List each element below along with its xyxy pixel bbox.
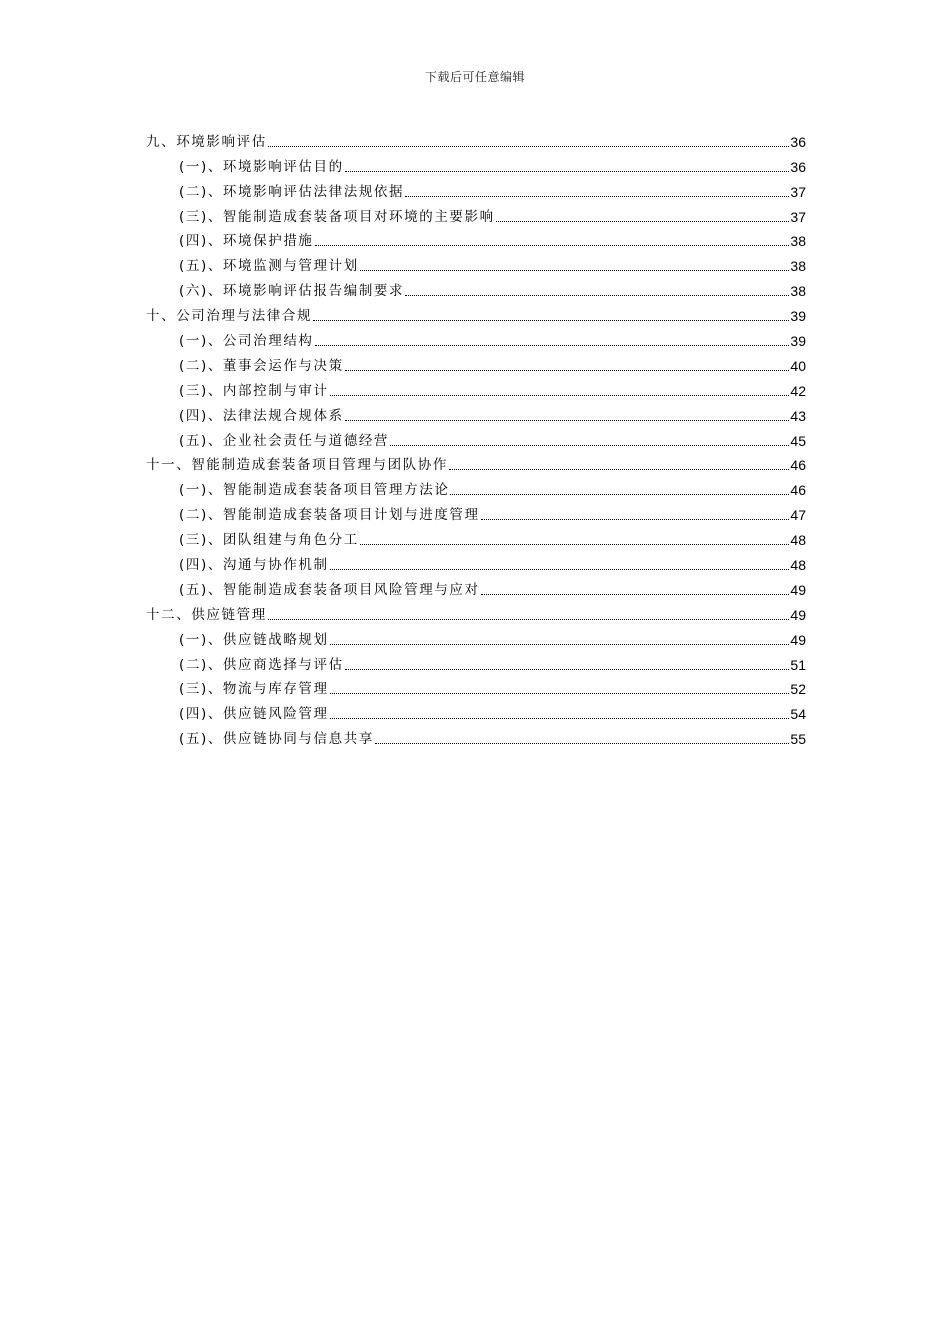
toc-dot-leader	[345, 669, 790, 670]
toc-page-number: 38	[790, 283, 806, 300]
toc-page-number: 49	[790, 631, 806, 648]
toc-dot-leader	[449, 469, 789, 470]
toc-entry-label: 十、公司治理与法律合规	[146, 308, 313, 325]
toc-dot-leader	[481, 519, 790, 520]
toc-chapter-entry[interactable]	[146, 300, 806, 325]
toc-entry-label: (二)、环境影响评估法律法规依据	[179, 183, 405, 200]
toc-entry-label: (五)、智能制造成套装备项目风险管理与应对	[179, 581, 480, 598]
toc-section-entry[interactable]	[146, 151, 806, 176]
toc-entry-label: (一)、环境影响评估目的	[179, 158, 344, 175]
toc-entry-label: (五)、供应链协同与信息共享	[179, 731, 374, 748]
toc-section-entry[interactable]	[146, 698, 806, 723]
toc-section-entry[interactable]	[146, 375, 806, 400]
toc-entry-label: (一)、公司治理结构	[179, 333, 314, 350]
toc-section-entry[interactable]	[146, 674, 806, 699]
toc-entry-label: (四)、环境保护措施	[179, 233, 314, 250]
toc-section-entry[interactable]	[146, 499, 806, 524]
toc-dot-leader	[496, 221, 790, 222]
toc-page-number: 38	[790, 233, 806, 250]
toc-dot-leader	[330, 569, 790, 570]
toc-entry-label: (二)、供应商选择与评估	[179, 656, 344, 673]
toc-page-number: 45	[790, 432, 806, 449]
toc-section-entry[interactable]	[146, 549, 806, 574]
toc-chapter-entry[interactable]	[146, 599, 806, 624]
toc-dot-leader	[405, 196, 789, 197]
toc-page-number: 36	[790, 158, 806, 175]
toc-entry-label: (一)、供应链战略规划	[179, 631, 329, 648]
toc-page-number: 38	[790, 258, 806, 275]
toc-page-number: 42	[790, 382, 806, 399]
toc-entry-label: (四)、供应链风险管理	[179, 706, 329, 723]
toc-dot-leader	[268, 146, 790, 147]
toc-page-number: 39	[790, 333, 806, 350]
toc-page-number: 37	[790, 183, 806, 200]
toc-entry-label: (三)、智能制造成套装备项目对环境的主要影响	[179, 208, 495, 225]
table-of-contents	[146, 126, 806, 748]
toc-entry-label: (三)、团队组建与角色分工	[179, 532, 359, 549]
toc-section-entry[interactable]	[146, 723, 806, 748]
toc-chapter-entry[interactable]	[146, 450, 806, 475]
toc-entry-label: (六)、环境影响评估报告编制要求	[179, 283, 405, 300]
toc-dot-leader	[375, 743, 789, 744]
toc-page-number: 37	[790, 208, 806, 225]
toc-page-number: 40	[790, 357, 806, 374]
toc-dot-leader	[345, 370, 790, 371]
toc-section-entry[interactable]	[146, 649, 806, 674]
toc-dot-leader	[345, 420, 790, 421]
toc-entry-label: (二)、董事会运作与决策	[179, 357, 344, 374]
toc-entry-label: (四)、沟通与协作机制	[179, 557, 329, 574]
toc-dot-leader	[360, 544, 790, 545]
toc-entry-label: 九、环境影响评估	[146, 133, 267, 150]
toc-page-number: 47	[790, 507, 806, 524]
header-note: 下载后可任意编辑	[424, 70, 525, 84]
toc-page-number: 43	[790, 407, 806, 424]
toc-dot-leader	[345, 171, 790, 172]
toc-page-number: 46	[790, 457, 806, 474]
toc-dot-leader	[360, 270, 790, 271]
toc-entry-label: (五)、环境监测与管理计划	[179, 258, 359, 275]
toc-section-entry[interactable]	[146, 350, 806, 375]
toc-page-number: 36	[790, 133, 806, 150]
toc-dot-leader	[330, 644, 790, 645]
toc-entry-label: (二)、智能制造成套装备项目计划与进度管理	[179, 507, 480, 524]
toc-section-entry[interactable]	[146, 250, 806, 275]
toc-entry-label: 十二、供应链管理	[146, 606, 267, 623]
toc-page-number: 55	[790, 731, 806, 748]
toc-section-entry[interactable]	[146, 524, 806, 549]
toc-chapter-entry[interactable]	[146, 126, 806, 151]
toc-entry-label: (四)、法律法规合规体系	[179, 407, 344, 424]
toc-dot-leader	[315, 345, 790, 346]
toc-dot-leader	[330, 693, 790, 694]
toc-dot-leader	[390, 445, 789, 446]
toc-page-number: 39	[790, 308, 806, 325]
toc-entry-label: 十一、智能制造成套装备项目管理与团队协作	[146, 457, 448, 474]
toc-page-number: 48	[790, 557, 806, 574]
toc-dot-leader	[330, 718, 790, 719]
toc-page-number: 48	[790, 532, 806, 549]
toc-page-number: 49	[790, 581, 806, 598]
toc-section-entry[interactable]	[146, 176, 806, 201]
toc-page-number: 51	[790, 656, 806, 673]
toc-section-entry[interactable]	[146, 325, 806, 350]
toc-page-number: 46	[790, 482, 806, 499]
toc-section-entry[interactable]	[146, 275, 806, 300]
toc-section-entry[interactable]	[146, 226, 806, 251]
toc-page-number: 54	[790, 706, 806, 723]
toc-dot-leader	[330, 395, 790, 396]
toc-section-entry[interactable]	[146, 474, 806, 499]
toc-entry-label: (三)、内部控制与审计	[179, 382, 329, 399]
toc-dot-leader	[313, 320, 789, 321]
toc-page-number: 52	[790, 681, 806, 698]
toc-dot-leader	[450, 494, 789, 495]
toc-entry-label: (一)、智能制造成套装备项目管理方法论	[179, 482, 450, 499]
toc-section-entry[interactable]	[146, 400, 806, 425]
toc-dot-leader	[405, 295, 789, 296]
toc-dot-leader	[481, 594, 790, 595]
toc-page-number: 49	[790, 606, 806, 623]
toc-entry-label: (三)、物流与库存管理	[179, 681, 329, 698]
toc-entry-label: (五)、企业社会责任与道德经营	[179, 432, 390, 449]
toc-dot-leader	[315, 245, 790, 246]
toc-section-entry[interactable]	[146, 425, 806, 450]
toc-dot-leader	[268, 619, 790, 620]
toc-section-entry[interactable]	[146, 201, 806, 226]
toc-section-entry[interactable]	[146, 574, 806, 599]
toc-section-entry[interactable]	[146, 624, 806, 649]
